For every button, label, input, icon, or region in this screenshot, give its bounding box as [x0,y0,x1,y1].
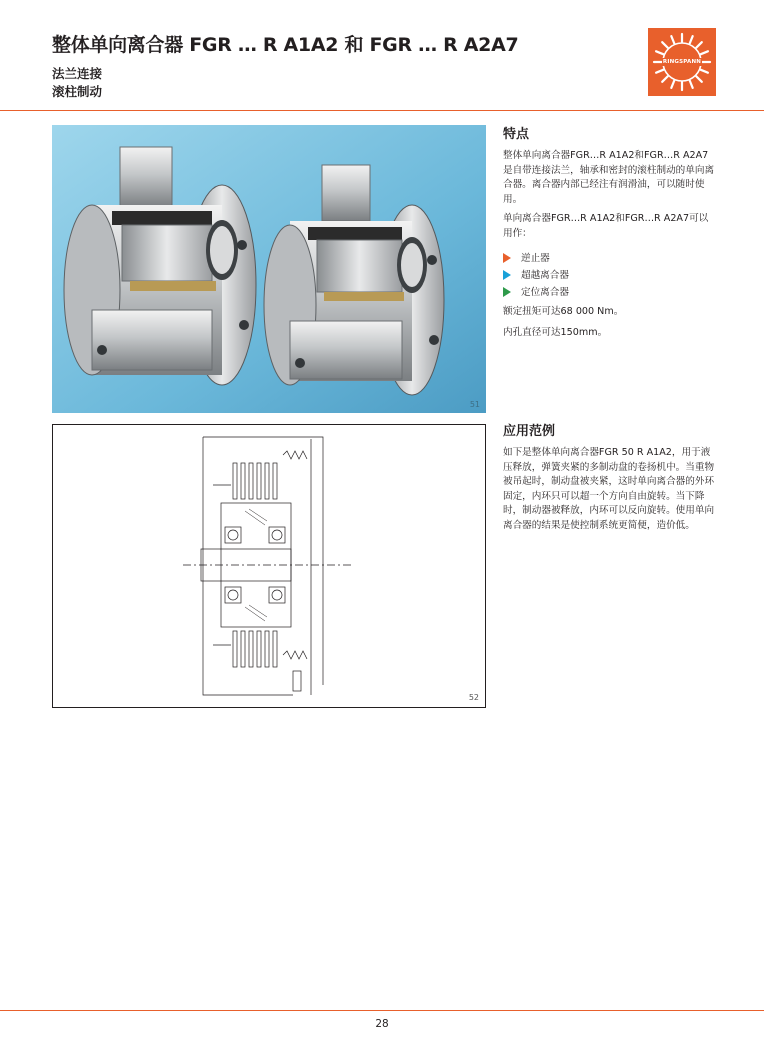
features-paragraph-2: 单向离合器FGR…R A1A2和FGR…R A2A7可以用作： [503,213,709,239]
ringspann-logo [648,28,716,96]
page-title: 整体单向离合器 FGR … R A1A2 和 FGR … R A2A7 [52,34,519,56]
list-item-indexing-clutch [503,286,715,299]
arrow-right-icon [503,270,511,280]
use-label: 超越离合器 [521,269,569,281]
logo-text: RINGSPANN [662,59,702,65]
features-bore: 内孔直径可达150mm。 [503,327,608,339]
list-item-backstop [503,252,715,265]
freewheel-photo-illustration [52,125,486,413]
subtitle-roller: 滚柱制动 [52,84,103,99]
use-label: 定位离合器 [521,286,569,298]
features-paragraph-1: 整体单向离合器FGR…R A1A2和FGR…R A2A7是自带连接法兰，轴承和密封的滚柱制动的单向离合器。离合器内部已经注有润滑油，可以随时使用。 [503,150,715,205]
arrow-right-icon [503,287,511,297]
features-section [503,127,715,346]
list-item-overrunning-clutch [503,269,715,282]
technical-drawing-illustration [53,425,486,708]
header-rule [0,110,764,111]
features-heading: 特点 [503,127,530,142]
application-paragraph: 如下是整体单向离合器FGR 50 R A1A2，用于液压释放，弹簧夹紧的多制动盘的卷扬机中。当重物被吊起时，制动盘被夹紧，这时单向离合器的外环固定，内环只可以超一个方向自由旋转。当下降时，制动器被释放，内环可以反向旋转。使用单向离合器的结果是使控制系统更简便，造价低。 [503,447,715,531]
subtitle-flange: 法兰连接 [52,66,103,81]
page-number: 28 [375,1018,389,1030]
footer-rule [0,1010,764,1011]
drawing-figure-number: 52 [468,693,479,702]
photo-figure-number: 51 [469,400,480,409]
winch-cross-section-drawing [52,424,486,708]
application-heading: 应用范例 [503,424,556,439]
application-section [503,424,715,539]
use-label: 逆止器 [521,252,550,264]
features-torque: 额定扭矩可达68 000 Nm。 [503,305,624,317]
product-photo [52,125,486,413]
arrow-right-icon [503,253,511,263]
